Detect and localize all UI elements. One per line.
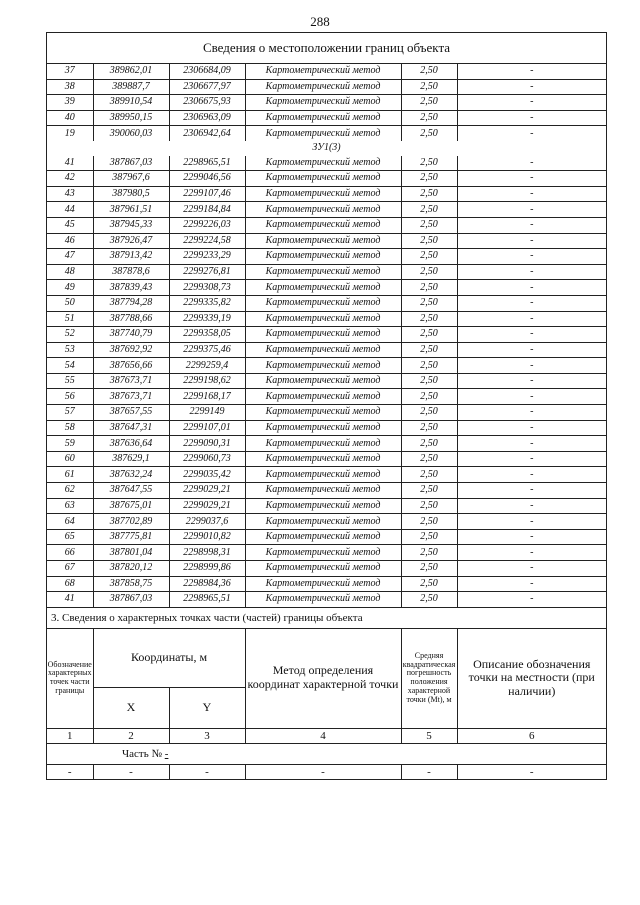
table-row: [47, 436, 606, 452]
method: Картометрический метод: [245, 405, 401, 421]
point-number: 63: [47, 498, 93, 514]
point-number: 43: [47, 186, 93, 202]
coord-x: 387961,51: [93, 202, 169, 218]
coord-y: 2306677,97: [169, 79, 245, 95]
coord-x: 387647,31: [93, 420, 169, 436]
method: Картометрический метод: [245, 233, 401, 249]
description: -: [457, 514, 606, 530]
coord-x: 389862,01: [93, 64, 169, 79]
empty-cell: -: [93, 764, 169, 779]
accuracy: 2,50: [401, 79, 457, 95]
column-number: 5: [401, 728, 457, 743]
point-number: 41: [47, 156, 93, 171]
coord-x: 387657,55: [93, 405, 169, 421]
accuracy: 2,50: [401, 358, 457, 374]
table-row: [47, 217, 606, 233]
description: -: [457, 420, 606, 436]
description: -: [457, 110, 606, 126]
column-number: 6: [457, 728, 606, 743]
part-cell: [47, 743, 606, 764]
description: -: [457, 389, 606, 405]
description: -: [457, 545, 606, 561]
coord-y: 2299335,82: [169, 295, 245, 311]
table-row: [47, 126, 606, 141]
coord-x: 387926,47: [93, 233, 169, 249]
description: -: [457, 295, 606, 311]
point-number: 51: [47, 311, 93, 327]
table-row: [47, 467, 606, 483]
description: -: [457, 171, 606, 187]
col-x-header: X: [93, 687, 169, 728]
table-row: [47, 420, 606, 436]
coord-y: 2299339,19: [169, 311, 245, 327]
empty-cell: -: [457, 764, 606, 779]
table-row: [47, 373, 606, 389]
coord-y: 2299308,73: [169, 280, 245, 296]
accuracy: 2,50: [401, 592, 457, 607]
table-row: [47, 342, 606, 358]
accuracy: 2,50: [401, 156, 457, 171]
table-row: [47, 156, 606, 171]
coord-y: 2299029,21: [169, 498, 245, 514]
description: -: [457, 342, 606, 358]
coord-x: 387629,1: [93, 451, 169, 467]
table-row: [47, 545, 606, 561]
coordinates-rows-bottom: [47, 156, 606, 607]
coord-y: 2306684,09: [169, 64, 245, 79]
coord-x: 387632,24: [93, 467, 169, 483]
subsection-label: ЗУ1(3): [312, 142, 341, 154]
column-number: 1: [47, 728, 93, 743]
coord-y: 2299198,62: [169, 373, 245, 389]
description: -: [457, 451, 606, 467]
description: -: [457, 561, 606, 577]
table-row: [47, 249, 606, 265]
description: -: [457, 592, 606, 607]
point-number: 47: [47, 249, 93, 265]
coord-y: 2299375,46: [169, 342, 245, 358]
point-number: 58: [47, 420, 93, 436]
accuracy: 2,50: [401, 451, 457, 467]
point-number: 48: [47, 264, 93, 280]
part-points-table: [47, 628, 606, 779]
method: Картометрический метод: [245, 217, 401, 233]
method: Картометрический метод: [245, 358, 401, 374]
coord-x: 387794,28: [93, 295, 169, 311]
coord-y: 2299233,29: [169, 249, 245, 265]
description: -: [457, 483, 606, 499]
coord-y: 2299224,58: [169, 233, 245, 249]
point-number: 45: [47, 217, 93, 233]
coord-x: 387980,5: [93, 186, 169, 202]
coord-y: 2299107,01: [169, 420, 245, 436]
method: Картометрический метод: [245, 529, 401, 545]
accuracy: 2,50: [401, 389, 457, 405]
coord-x: 387788,66: [93, 311, 169, 327]
point-number: 65: [47, 529, 93, 545]
coord-y: 2299060,73: [169, 451, 245, 467]
table-row: [47, 592, 606, 607]
table-row: [47, 358, 606, 374]
point-number: 46: [47, 233, 93, 249]
coord-x: 387636,64: [93, 436, 169, 452]
method: Картометрический метод: [245, 592, 401, 607]
method: Картометрический метод: [245, 327, 401, 343]
method: Картометрический метод: [245, 514, 401, 530]
accuracy: 2,50: [401, 171, 457, 187]
method: Картометрический метод: [245, 373, 401, 389]
col-point-header: Обозначение характерных точек части границы: [47, 628, 93, 728]
coord-y: 2299035,42: [169, 467, 245, 483]
col-y-header: Y: [169, 687, 245, 728]
part-number: -: [164, 747, 169, 760]
description: -: [457, 311, 606, 327]
coord-x: 387967,6: [93, 171, 169, 187]
table-row: [47, 514, 606, 530]
table-row: [47, 483, 606, 499]
empty-cell: -: [245, 764, 401, 779]
table-row: [47, 280, 606, 296]
method: Картометрический метод: [245, 576, 401, 592]
table-row: [47, 171, 606, 187]
accuracy: 2,50: [401, 342, 457, 358]
description: -: [457, 576, 606, 592]
coord-y: 2299259,4: [169, 358, 245, 374]
method: Картометрический метод: [245, 420, 401, 436]
column-number: 4: [245, 728, 401, 743]
coord-x: 387820,12: [93, 561, 169, 577]
method: Картометрический метод: [245, 186, 401, 202]
point-number: 19: [47, 126, 93, 141]
coord-x: 387878,6: [93, 264, 169, 280]
accuracy: 2,50: [401, 420, 457, 436]
method: Картометрический метод: [245, 64, 401, 79]
description: -: [457, 264, 606, 280]
description: -: [457, 467, 606, 483]
accuracy: 2,50: [401, 467, 457, 483]
coord-x: 387673,71: [93, 373, 169, 389]
method: Картометрический метод: [245, 295, 401, 311]
column-number: 3: [169, 728, 245, 743]
accuracy: 2,50: [401, 498, 457, 514]
point-number: 49: [47, 280, 93, 296]
coord-y: 2299358,05: [169, 327, 245, 343]
coord-x: 387675,01: [93, 498, 169, 514]
empty-data-row: [47, 764, 606, 779]
table-row: [47, 389, 606, 405]
point-number: 61: [47, 467, 93, 483]
method: Картометрический метод: [245, 561, 401, 577]
accuracy: 2,50: [401, 217, 457, 233]
point-number: 66: [47, 545, 93, 561]
method: Картометрический метод: [245, 483, 401, 499]
coord-x: 389887,7: [93, 79, 169, 95]
point-number: 52: [47, 327, 93, 343]
point-number: 55: [47, 373, 93, 389]
accuracy: 2,50: [401, 202, 457, 218]
coord-y: 2299149: [169, 405, 245, 421]
point-number: 62: [47, 483, 93, 499]
accuracy: 2,50: [401, 110, 457, 126]
coord-x: 387656,66: [93, 358, 169, 374]
point-number: 50: [47, 295, 93, 311]
point-number: 67: [47, 561, 93, 577]
accuracy: 2,50: [401, 327, 457, 343]
description: -: [457, 529, 606, 545]
description: -: [457, 95, 606, 111]
table-row: [47, 295, 606, 311]
accuracy: 2,50: [401, 295, 457, 311]
coord-y: 2299168,17: [169, 389, 245, 405]
point-number: 59: [47, 436, 93, 452]
coord-x: 387740,79: [93, 327, 169, 343]
col-method-header: Метод определения координат характерной точки: [245, 628, 401, 728]
table-row: [47, 327, 606, 343]
description: -: [457, 186, 606, 202]
method: Картометрический метод: [245, 264, 401, 280]
subsection-row: [47, 141, 606, 156]
method: Картометрический метод: [245, 545, 401, 561]
accuracy: 2,50: [401, 233, 457, 249]
coord-y: 2299184,84: [169, 202, 245, 218]
table-row: [47, 529, 606, 545]
method: Картометрический метод: [245, 95, 401, 111]
accuracy: 2,50: [401, 514, 457, 530]
coordinates-rows-top: [47, 64, 606, 141]
coord-y: 2298998,31: [169, 545, 245, 561]
coord-y: 2306942,64: [169, 126, 245, 141]
coord-y: 2299090,31: [169, 436, 245, 452]
description: -: [457, 126, 606, 141]
method: Картометрический метод: [245, 202, 401, 218]
accuracy: 2,50: [401, 186, 457, 202]
accuracy: 2,50: [401, 373, 457, 389]
method: Картометрический метод: [245, 110, 401, 126]
coord-x: 387839,43: [93, 280, 169, 296]
point-number: 41: [47, 592, 93, 607]
method: Картометрический метод: [245, 436, 401, 452]
table-row: [47, 233, 606, 249]
method: Картометрический метод: [245, 498, 401, 514]
coord-x: 389910,54: [93, 95, 169, 111]
method: Картометрический метод: [245, 280, 401, 296]
part-label: Часть №: [122, 747, 162, 760]
point-number: 54: [47, 358, 93, 374]
col-accuracy-header: Средняя квадратическая погрешность положения характерной точки (Mt), м: [401, 628, 457, 728]
point-number: 68: [47, 576, 93, 592]
empty-cell: -: [401, 764, 457, 779]
method: Картометрический метод: [245, 342, 401, 358]
description: -: [457, 79, 606, 95]
description: -: [457, 156, 606, 171]
point-number: 64: [47, 514, 93, 530]
accuracy: 2,50: [401, 561, 457, 577]
coord-y: 2306675,93: [169, 95, 245, 111]
coord-y: 2298984,36: [169, 576, 245, 592]
method: Картометрический метод: [245, 249, 401, 265]
method: Картометрический метод: [245, 79, 401, 95]
method: Картометрический метод: [245, 467, 401, 483]
table-row: [47, 186, 606, 202]
table-row: [47, 576, 606, 592]
table-row: [47, 451, 606, 467]
accuracy: 2,50: [401, 545, 457, 561]
accuracy: 2,50: [401, 436, 457, 452]
table-row: [47, 79, 606, 95]
coord-y: 2299037,6: [169, 514, 245, 530]
accuracy: 2,50: [401, 64, 457, 79]
table-row: [47, 202, 606, 218]
coord-x: 387913,42: [93, 249, 169, 265]
accuracy: 2,50: [401, 576, 457, 592]
coord-x: 387867,03: [93, 156, 169, 171]
method: Картометрический метод: [245, 171, 401, 187]
coord-y: 2299029,21: [169, 483, 245, 499]
point-number: 60: [47, 451, 93, 467]
point-number: 37: [47, 64, 93, 79]
empty-cell: -: [169, 764, 245, 779]
method: Картометрический метод: [245, 311, 401, 327]
description: -: [457, 327, 606, 343]
point-number: 42: [47, 171, 93, 187]
description: -: [457, 249, 606, 265]
coord-x: 387867,03: [93, 592, 169, 607]
coord-y: 2298965,51: [169, 592, 245, 607]
table-row: [47, 110, 606, 126]
coord-y: 2298999,86: [169, 561, 245, 577]
table-row: [47, 64, 606, 79]
accuracy: 2,50: [401, 529, 457, 545]
coord-y: 2298965,51: [169, 156, 245, 171]
method: Картометрический метод: [245, 156, 401, 171]
description: -: [457, 202, 606, 218]
coord-x: 387775,81: [93, 529, 169, 545]
coord-y: 2306963,09: [169, 110, 245, 126]
empty-cell: -: [47, 764, 93, 779]
column-number: 2: [93, 728, 169, 743]
coord-x: 390060,03: [93, 126, 169, 141]
col-coords-header: Координаты, м: [93, 628, 245, 687]
point-number: 39: [47, 95, 93, 111]
coord-y: 2299107,46: [169, 186, 245, 202]
table-row: [47, 264, 606, 280]
description: -: [457, 64, 606, 79]
coord-x: 387673,71: [93, 389, 169, 405]
page-number: 288: [310, 14, 330, 29]
table-row: [47, 561, 606, 577]
point-number: 44: [47, 202, 93, 218]
column-numbers-row: [47, 728, 606, 743]
coord-x: 387692,92: [93, 342, 169, 358]
description: -: [457, 373, 606, 389]
point-number: 56: [47, 389, 93, 405]
coord-y: 2299046,56: [169, 171, 245, 187]
coord-x: 389950,15: [93, 110, 169, 126]
section3-heading: 3. Сведения о характерных точках части (частей) границы объекта: [47, 607, 606, 628]
method: Картометрический метод: [245, 451, 401, 467]
point-number: 57: [47, 405, 93, 421]
description: -: [457, 436, 606, 452]
table-row: [47, 405, 606, 421]
coord-x: 387945,33: [93, 217, 169, 233]
table-row: [47, 498, 606, 514]
accuracy: 2,50: [401, 280, 457, 296]
section-title: Сведения о местоположении границ объекта: [47, 33, 606, 64]
coord-x: 387702,89: [93, 514, 169, 530]
coordinates-frame: [46, 32, 607, 780]
coord-y: 2299226,03: [169, 217, 245, 233]
accuracy: 2,50: [401, 126, 457, 141]
coord-x: 387647,55: [93, 483, 169, 499]
accuracy: 2,50: [401, 249, 457, 265]
table-row: [47, 95, 606, 111]
accuracy: 2,50: [401, 405, 457, 421]
table-row: [47, 311, 606, 327]
coord-x: 387801,04: [93, 545, 169, 561]
description: -: [457, 280, 606, 296]
accuracy: 2,50: [401, 264, 457, 280]
coord-x: 387858,75: [93, 576, 169, 592]
point-number: 40: [47, 110, 93, 126]
accuracy: 2,50: [401, 483, 457, 499]
part-row: [47, 743, 606, 764]
coordinates-table: [47, 64, 606, 607]
col-description-header: Описание обозначения точки на местности (при наличии): [457, 628, 606, 728]
description: -: [457, 498, 606, 514]
point-number: 38: [47, 79, 93, 95]
coord-y: 2299276,81: [169, 264, 245, 280]
method: Картометрический метод: [245, 389, 401, 405]
method: Картометрический метод: [245, 126, 401, 141]
accuracy: 2,50: [401, 95, 457, 111]
point-number: 53: [47, 342, 93, 358]
accuracy: 2,50: [401, 311, 457, 327]
description: -: [457, 405, 606, 421]
coord-y: 2299010,82: [169, 529, 245, 545]
description: -: [457, 217, 606, 233]
description: -: [457, 233, 606, 249]
description: -: [457, 358, 606, 374]
